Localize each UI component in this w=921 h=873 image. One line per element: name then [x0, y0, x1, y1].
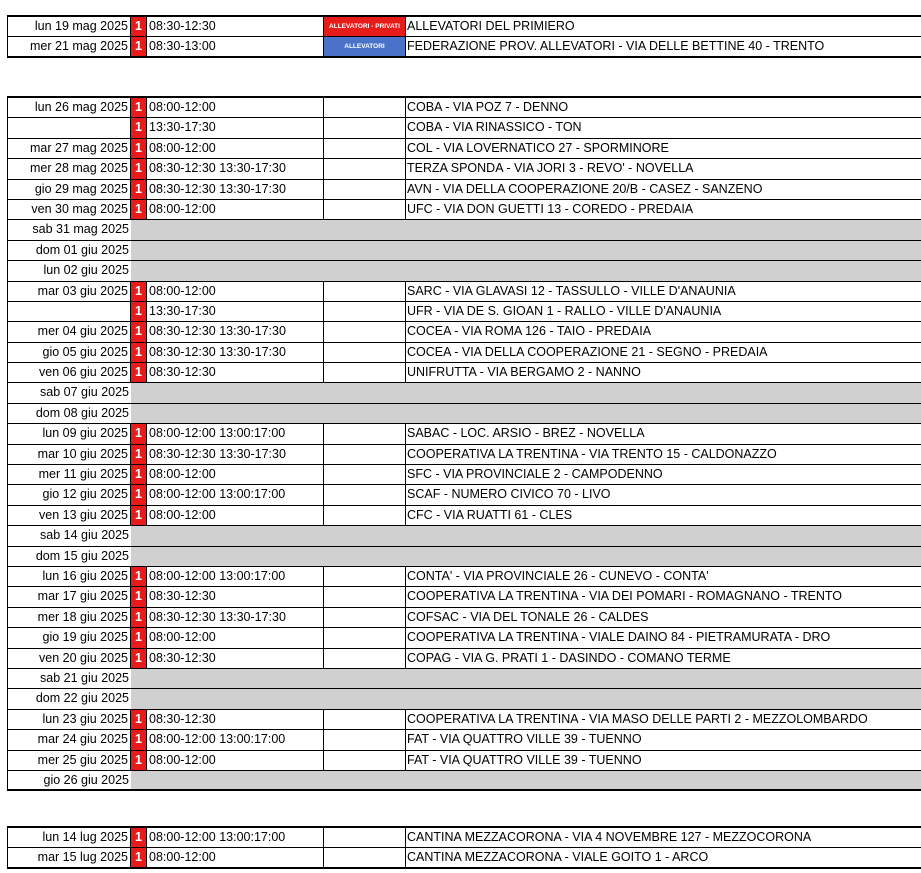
category-tag [324, 628, 406, 647]
closed-fill [131, 220, 921, 239]
time-cell: 08:00-12:00 [146, 282, 324, 301]
closed-fill [131, 383, 921, 402]
date-cell: gio 12 giu 2025 [8, 485, 131, 504]
date-cell: sab 21 giu 2025 [40, 670, 129, 685]
table-row [8, 139, 921, 159]
table-row [8, 506, 921, 526]
category-tag [324, 828, 406, 847]
location-cell: SFC - VIA PROVINCIALE 2 - CAMPODENNO [407, 467, 663, 482]
closed-day-row [8, 404, 921, 424]
date-cell: lun 14 lug 2025 [8, 828, 131, 847]
table-row [8, 587, 921, 607]
location-cell: COCEA - VIA DELLA COOPERAZIONE 21 - SEGNO - PREDAIA [407, 344, 768, 359]
category-tag [324, 180, 406, 199]
date-cell: lun 02 giu 2025 [43, 263, 129, 278]
date-cell: mar 27 mag 2025 [8, 139, 131, 158]
location-cell: COOPERATIVA LA TRENTINA - VIA DEI POMARI - ROMAGNANO - TRENTO [407, 589, 843, 604]
location-cell: SARC - VIA GLAVASI 12 - TASSULLO - VILLE D'ANAUNIA [407, 283, 736, 298]
closed-day-row [8, 526, 921, 546]
table-row [8, 17, 921, 37]
location-cell: CONTA' - VIA PROVINCIALE 26 - CUNEVO - CONTA' [407, 568, 709, 583]
date-cell: dom 22 giu 2025 [35, 691, 129, 706]
time-cell: 08:00-12:00 [146, 506, 324, 525]
time-cell: 13:30-17:30 [146, 118, 324, 137]
date-cell: ven 30 mag 2025 [8, 200, 131, 219]
category-tag [324, 424, 406, 443]
table-row [8, 302, 921, 322]
category-tag [324, 730, 406, 749]
category-tag [324, 322, 406, 341]
date-cell: lun 09 giu 2025 [8, 424, 131, 443]
category-tag [324, 710, 406, 729]
date-cell: lun 23 giu 2025 [8, 710, 131, 729]
time-cell: 08:00-12:00 [146, 200, 324, 219]
category-tag [324, 567, 406, 586]
date-cell: gio 26 giu 2025 [43, 772, 129, 787]
count-badge: 1 [131, 730, 146, 749]
count-badge: 1 [131, 445, 146, 464]
date-cell: sab 14 giu 2025 [40, 528, 129, 543]
count-badge: 1 [131, 159, 146, 178]
table-row [8, 730, 921, 750]
closed-day-row [8, 689, 921, 709]
table-row [8, 445, 921, 465]
date-cell: gio 29 mag 2025 [8, 180, 131, 199]
table-row [8, 343, 921, 363]
category-tag [324, 343, 406, 362]
closed-day-row [8, 383, 921, 403]
table-row [8, 485, 921, 505]
time-cell: 08:00-12:00 [146, 465, 324, 484]
count-badge: 1 [131, 37, 146, 55]
date-cell: mer 28 mag 2025 [8, 159, 131, 178]
time-cell: 08:30-12:30 13:30-17:30 [146, 445, 324, 464]
location-cell: COCEA - VIA ROMA 126 - TAIO - PREDAIA [407, 324, 652, 339]
count-badge: 1 [131, 628, 146, 647]
time-cell: 08:30-12:30 [146, 710, 324, 729]
schedule-block-may [7, 15, 921, 58]
date-cell: dom 01 giu 2025 [35, 242, 129, 257]
schedule-block-main [7, 96, 921, 791]
count-badge: 1 [131, 180, 146, 199]
closed-fill [131, 261, 921, 280]
table-row [8, 200, 921, 220]
category-tag [324, 282, 406, 301]
table-row [8, 322, 921, 342]
location-cell: CANTINA MEZZACORONA - VIA 4 NOVEMBRE 127 - MEZZOCORONA [407, 830, 812, 844]
date-cell: ven 13 giu 2025 [8, 506, 131, 525]
table-row [8, 118, 921, 138]
count-badge: 1 [131, 139, 146, 158]
closed-fill [131, 669, 921, 688]
location-cell: SCAF - NUMERO CIVICO 70 - LIVO [407, 487, 611, 502]
closed-day-row [8, 241, 921, 261]
location-cell: COL - VIA LOVERNATICO 27 - SPORMINORE [407, 140, 669, 155]
count-badge: 1 [131, 710, 146, 729]
time-cell: 08:30-12:30 13:30-17:30 [146, 159, 324, 178]
date-cell: mar 24 giu 2025 [8, 730, 131, 749]
date-cell: mar 15 lug 2025 [8, 848, 131, 866]
category-tag [324, 587, 406, 606]
date-cell: dom 15 giu 2025 [35, 548, 129, 563]
count-badge: 1 [131, 98, 146, 117]
count-badge: 1 [131, 363, 146, 382]
location-cell: COOPERATIVA LA TRENTINA - VIA MASO DELLE PARTI 2 - MEZZOLOMBARDO [407, 711, 868, 726]
category-tag [324, 37, 406, 55]
closed-fill [131, 547, 921, 566]
count-badge: 1 [131, 465, 146, 484]
time-cell: 13:30-17:30 [146, 302, 324, 321]
date-cell: mer 18 giu 2025 [8, 608, 131, 627]
location-cell: FAT - VIA QUATTRO VILLE 39 - TUENNO [407, 752, 642, 767]
table-row [8, 848, 921, 868]
location-cell: SABAC - LOC. ARSIO - BREZ - NOVELLA [407, 426, 645, 441]
count-badge: 1 [131, 567, 146, 586]
time-cell: 08:30-12:30 [146, 363, 324, 382]
time-cell: 08:00-12:00 13:00:17:00 [146, 730, 324, 749]
time-cell: 08:00-12:00 13:00:17:00 [146, 828, 324, 847]
table-row [8, 465, 921, 485]
date-cell: dom 08 giu 2025 [35, 405, 129, 420]
closed-fill [131, 404, 921, 423]
date-cell: sab 31 mag 2025 [32, 222, 129, 237]
category-tag [324, 118, 406, 137]
schedule-block-july [7, 826, 921, 869]
location-cell: COPAG - VIA G. PRATI 1 - DASINDO - COMANO TERME [407, 650, 731, 665]
closed-fill [131, 689, 921, 708]
date-cell: sab 07 giu 2025 [40, 385, 129, 400]
closed-day-row [8, 261, 921, 281]
date-cell: mer 04 giu 2025 [8, 322, 131, 341]
category-tag [324, 159, 406, 178]
table-row [8, 98, 921, 118]
location-cell: COOPERATIVA LA TRENTINA - VIA TRENTO 15 - CALDONAZZO [407, 446, 777, 461]
time-cell: 08:00-12:00 [146, 751, 324, 770]
time-cell: 08:30-12:30 [146, 587, 324, 606]
category-tag [324, 848, 406, 866]
category-tag [324, 485, 406, 504]
date-cell: mer 21 mag 2025 [8, 37, 131, 55]
table-row [8, 649, 921, 669]
category-tag [324, 17, 406, 36]
date-cell: mer 11 giu 2025 [8, 465, 131, 484]
date-cell: lun 19 mag 2025 [8, 17, 131, 36]
category-tag-label: ALLEVATORI [344, 43, 385, 51]
date-cell: mar 03 giu 2025 [8, 282, 131, 301]
time-cell: 08:00-12:00 [146, 628, 324, 647]
date-cell: ven 06 giu 2025 [8, 363, 131, 382]
count-badge: 1 [131, 608, 146, 627]
date-cell: gio 05 giu 2025 [8, 343, 131, 362]
count-badge: 1 [131, 282, 146, 301]
location-cell: CANTINA MEZZACORONA - VIALE GOITO 1 - ARCO [407, 850, 709, 865]
category-tag [324, 751, 406, 770]
table-row [8, 608, 921, 628]
location-cell: TERZA SPONDA - VIA JORI 3 - REVO' - NOVELLA [407, 161, 694, 176]
date-cell: mar 17 giu 2025 [8, 587, 131, 606]
table-row [8, 710, 921, 730]
table-row [8, 180, 921, 200]
count-badge: 1 [131, 343, 146, 362]
time-cell: 08:30-12:30 13:30-17:30 [146, 608, 324, 627]
date-cell: ven 20 giu 2025 [8, 649, 131, 668]
count-badge: 1 [131, 322, 146, 341]
count-badge: 1 [131, 485, 146, 504]
location-cell: UFR - VIA DE S. GIOAN 1 - RALLO - VILLE D'ANAUNIA [407, 303, 722, 318]
date-cell: gio 19 giu 2025 [8, 628, 131, 647]
date-cell [8, 118, 131, 137]
location-cell: ALLEVATORI DEL PRIMIERO [407, 19, 575, 33]
location-cell: UNIFRUTTA - VIA BERGAMO 2 - NANNO [407, 365, 641, 380]
closed-day-row [8, 669, 921, 689]
location-cell: CFC - VIA RUATTI 61 - CLES [407, 507, 573, 522]
date-cell: lun 26 mag 2025 [8, 98, 131, 117]
category-tag [324, 98, 406, 117]
location-cell: COFSAC - VIA DEL TONALE 26 - CALDES [407, 609, 649, 624]
count-badge: 1 [131, 587, 146, 606]
count-badge: 1 [131, 200, 146, 219]
category-tag [324, 649, 406, 668]
table-row [8, 424, 921, 444]
closed-day-row [8, 220, 921, 240]
location-cell: FAT - VIA QUATTRO VILLE 39 - TUENNO [407, 732, 642, 747]
time-cell: 08:00-12:00 13:00:17:00 [146, 485, 324, 504]
table-row [8, 828, 921, 848]
time-cell: 08:30-12:30 13:30-17:30 [146, 322, 324, 341]
time-cell: 08:30-13:00 [146, 37, 324, 55]
table-row [8, 363, 921, 383]
count-badge: 1 [131, 17, 146, 36]
date-cell: mar 10 giu 2025 [8, 445, 131, 464]
time-cell: 08:30-12:30 [146, 17, 324, 36]
table-row [8, 37, 921, 57]
closed-fill [131, 526, 921, 545]
location-cell: FEDERAZIONE PROV. ALLEVATORI - VIA DELLE BETTINE 40 - TRENTO [407, 39, 825, 54]
category-tag [324, 608, 406, 627]
category-tag [324, 363, 406, 382]
count-badge: 1 [131, 848, 146, 866]
table-row [8, 628, 921, 648]
location-cell: COBA - VIA RINASSICO - TON [407, 120, 582, 135]
table-row [8, 567, 921, 587]
closed-fill [131, 771, 921, 789]
count-badge: 1 [131, 649, 146, 668]
time-cell: 08:30-12:30 13:30-17:30 [146, 343, 324, 362]
count-badge: 1 [131, 118, 146, 137]
count-badge: 1 [131, 302, 146, 321]
category-tag [324, 445, 406, 464]
count-badge: 1 [131, 506, 146, 525]
count-badge: 1 [131, 828, 146, 847]
category-tag [324, 302, 406, 321]
time-cell: 08:30-12:30 [146, 649, 324, 668]
time-cell: 08:00-12:00 13:00:17:00 [146, 567, 324, 586]
date-cell: lun 16 giu 2025 [8, 567, 131, 586]
time-cell: 08:00-12:00 [146, 98, 324, 117]
category-tag [324, 465, 406, 484]
time-cell: 08:30-12:30 13:30-17:30 [146, 180, 324, 199]
category-tag [324, 506, 406, 525]
closed-day-row [8, 771, 921, 791]
closed-fill [131, 241, 921, 260]
location-cell: COBA - VIA POZ 7 - DENNO [407, 100, 569, 114]
closed-day-row [8, 547, 921, 567]
time-cell: 08:00-12:00 [146, 139, 324, 158]
category-tag [324, 139, 406, 158]
count-badge: 1 [131, 424, 146, 443]
date-cell: mer 25 giu 2025 [8, 751, 131, 770]
table-row [8, 282, 921, 302]
location-cell: COOPERATIVA LA TRENTINA - VIALE DAINO 84 - PIETRAMURATA - DRO [407, 630, 831, 645]
table-row [8, 751, 921, 771]
table-row [8, 159, 921, 179]
date-cell [8, 302, 131, 321]
time-cell: 08:00-12:00 [146, 848, 324, 866]
category-tag [324, 200, 406, 219]
location-cell: UFC - VIA DON GUETTI 13 - COREDO - PREDAIA [407, 201, 694, 216]
category-tag-label: ALLEVATORI - PRIVATI [329, 23, 400, 31]
time-cell: 08:00-12:00 13:00:17:00 [146, 424, 324, 443]
location-cell: AVN - VIA DELLA COOPERAZIONE 20/B - CASEZ - SANZENO [407, 181, 763, 196]
count-badge: 1 [131, 751, 146, 770]
